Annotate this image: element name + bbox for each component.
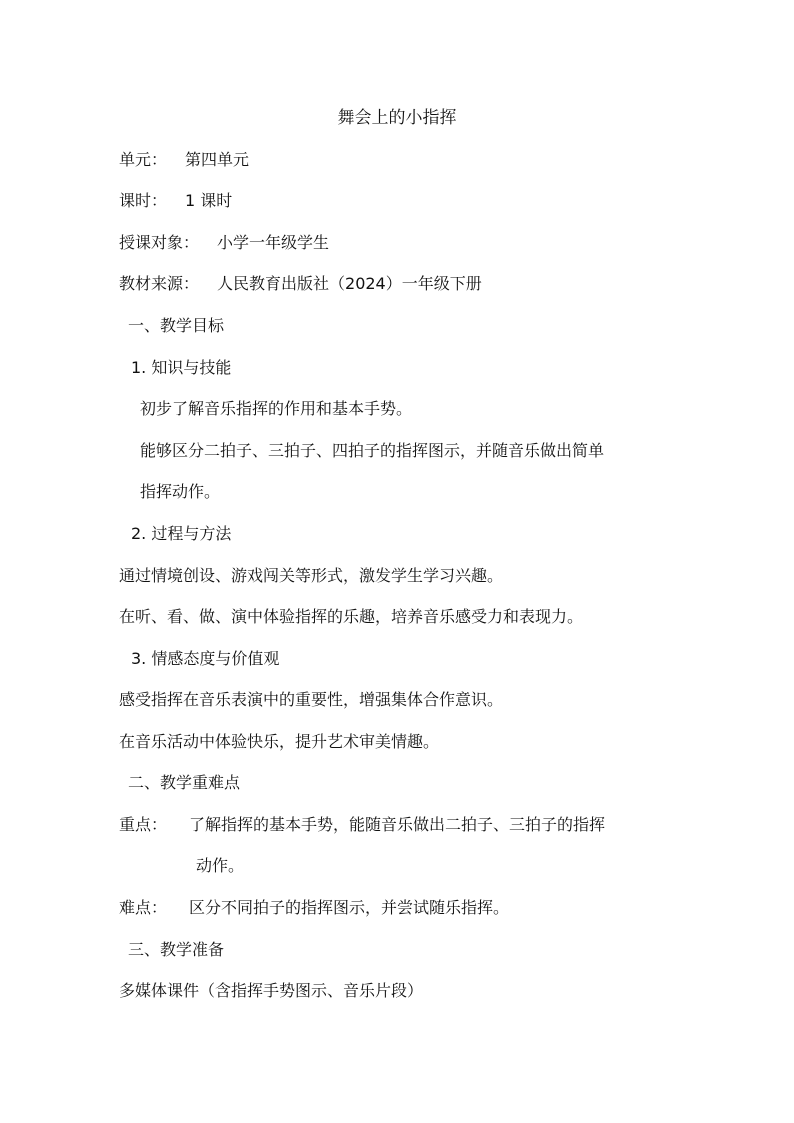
keypoint-label: 重点： xyxy=(119,815,168,834)
section-objectives-heading: 一、教学目标 xyxy=(128,316,225,335)
meta-unit-value: 第四单元 xyxy=(185,150,250,169)
knowledge-line: 初步了解音乐指挥的作用和基本手势。 xyxy=(140,399,413,418)
section-prep-heading: 三、教学准备 xyxy=(128,940,225,959)
meta-unit-label: 单元： xyxy=(119,150,168,169)
meta-source-label: 教材来源： xyxy=(119,274,200,293)
subsection-emotion-heading: 3. 情感态度与价值观 xyxy=(131,649,280,668)
meta-period xyxy=(119,191,232,211)
meta-audience-label: 授课对象： xyxy=(119,233,200,252)
meta-source-value: 人民教育出版社（2024）一年级下册 xyxy=(217,274,482,293)
subsection-process-heading: 2. 过程与方法 xyxy=(131,524,232,543)
process-line: 在听、看、做、演中体验指挥的乐趣，培养音乐感受力和表现力。 xyxy=(119,607,584,626)
meta-period-label: 课时： xyxy=(119,191,168,210)
meta-audience xyxy=(119,233,329,253)
difficulty-text: 区分不同拍子的指挥图示，并尝试随乐指挥。 xyxy=(189,898,510,917)
knowledge-line: 指挥动作。 xyxy=(140,482,221,501)
emotion-line: 在音乐活动中体验快乐，提升艺术审美情趣。 xyxy=(119,732,440,751)
difficulty-label: 难点： xyxy=(119,898,168,917)
meta-period-value: 1 课时 xyxy=(185,191,233,210)
keypoint-text: 了解指挥的基本手势，能随音乐做出二拍子、三拍子的指挥 xyxy=(189,815,606,834)
section-keypoints-heading: 二、教学重难点 xyxy=(128,773,241,792)
meta-source xyxy=(119,274,482,294)
process-line: 通过情境创设、游戏闯关等形式，激发学生学习兴趣。 xyxy=(119,566,504,585)
meta-audience-value: 小学一年级学生 xyxy=(217,233,330,252)
keypoint-row xyxy=(119,815,605,835)
keypoint-continuation: 动作。 xyxy=(196,856,245,875)
knowledge-line: 能够区分二拍子、三拍子、四拍子的指挥图示，并随音乐做出简单 xyxy=(140,441,605,460)
meta-unit xyxy=(119,150,249,170)
emotion-line: 感受指挥在音乐表演中的重要性，增强集体合作意识。 xyxy=(119,690,504,709)
document-title: 舞会上的小指挥 xyxy=(337,108,457,128)
subsection-knowledge-heading: 1. 知识与技能 xyxy=(131,358,232,377)
difficulty-row xyxy=(119,898,509,918)
prep-text: 多媒体课件（含指挥手势图示、音乐片段） xyxy=(119,981,424,1000)
